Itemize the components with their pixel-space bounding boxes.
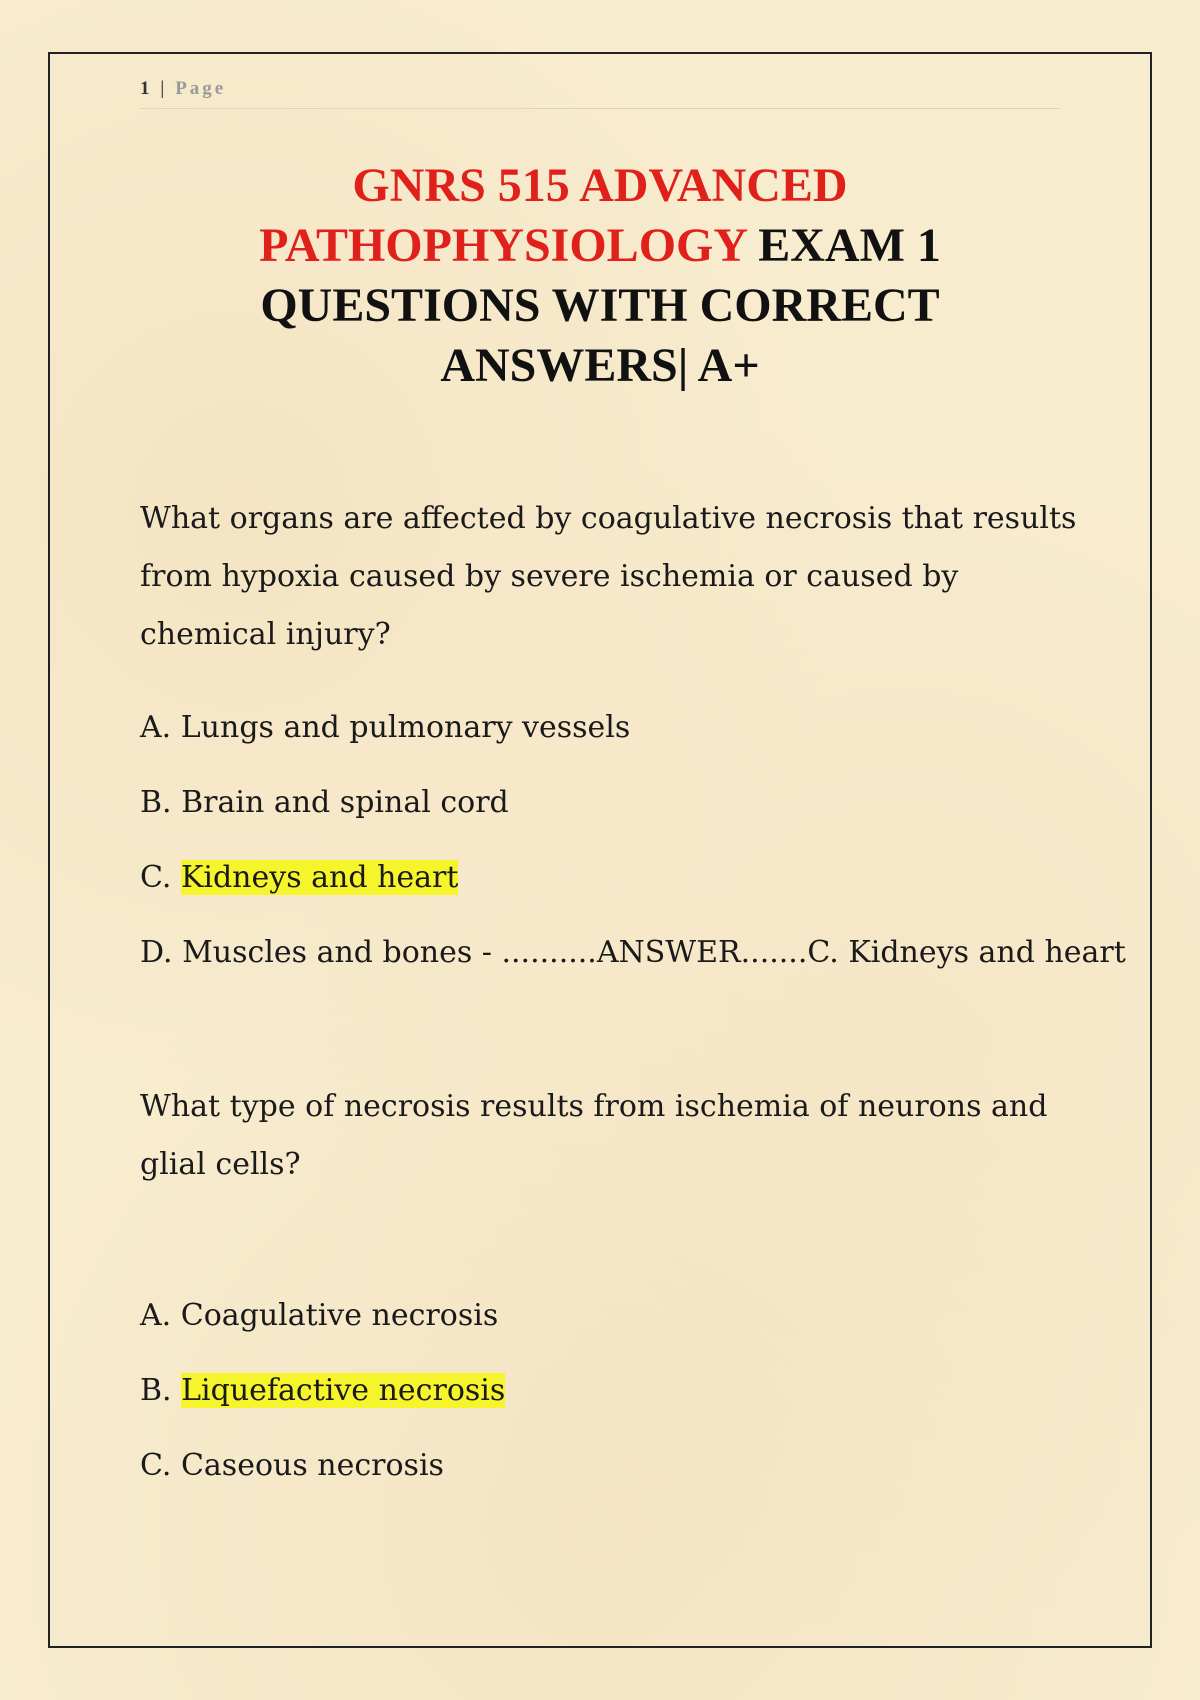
option-label: Caseous necrosis (180, 1448, 444, 1483)
page-label: Page (175, 78, 227, 99)
option-prefix: D. (140, 935, 183, 970)
option-prefix: B. (140, 1373, 182, 1408)
option-b (140, 783, 1080, 858)
question-1-options (140, 708, 1126, 1008)
question-2-options (140, 1296, 1080, 1521)
question-2-text: What type of necrosis results from ischemia of neurons and glial cells? (140, 1089, 1048, 1182)
option-label: Muscles and bones - ..........ANSWER.......C. Kidneys and heart (182, 935, 1126, 970)
option-label: Brain and spinal cord (181, 785, 509, 820)
page-number: 1 (140, 78, 153, 99)
option-b-correct (140, 1371, 1080, 1446)
title-course-part: GNRS 515 ADVANCED PATHOPHYSIOLOGY (259, 159, 848, 272)
title-exam-part: EXAM 1 QUESTIONS WITH CORRECT ANSWERS| A+ (260, 219, 941, 392)
option-prefix: B. (140, 785, 182, 820)
page-header (140, 78, 1060, 109)
option-prefix: A. (140, 710, 181, 745)
option-d-with-answer (140, 933, 1126, 1008)
page-separator: | (160, 78, 168, 99)
option-a (140, 708, 1080, 783)
option-prefix: C. (140, 1448, 181, 1483)
question-1-text: What organs are affected by coagulative necrosis that results from hypoxia caused by severe ischemia or caused by chemical injury? (140, 501, 1077, 652)
option-c (140, 1446, 1080, 1521)
option-label: Lungs and pulmonary vessels (180, 710, 631, 745)
option-a (140, 1296, 1080, 1371)
document-title (140, 156, 1060, 396)
option-c-correct (140, 858, 1080, 933)
option-label: Coagulative necrosis (180, 1298, 499, 1333)
highlighted-answer: Kidneys and heart (180, 860, 459, 895)
highlighted-answer: Liquefactive necrosis (181, 1373, 506, 1408)
option-prefix: C. (140, 860, 181, 895)
option-prefix: A. (140, 1298, 181, 1333)
